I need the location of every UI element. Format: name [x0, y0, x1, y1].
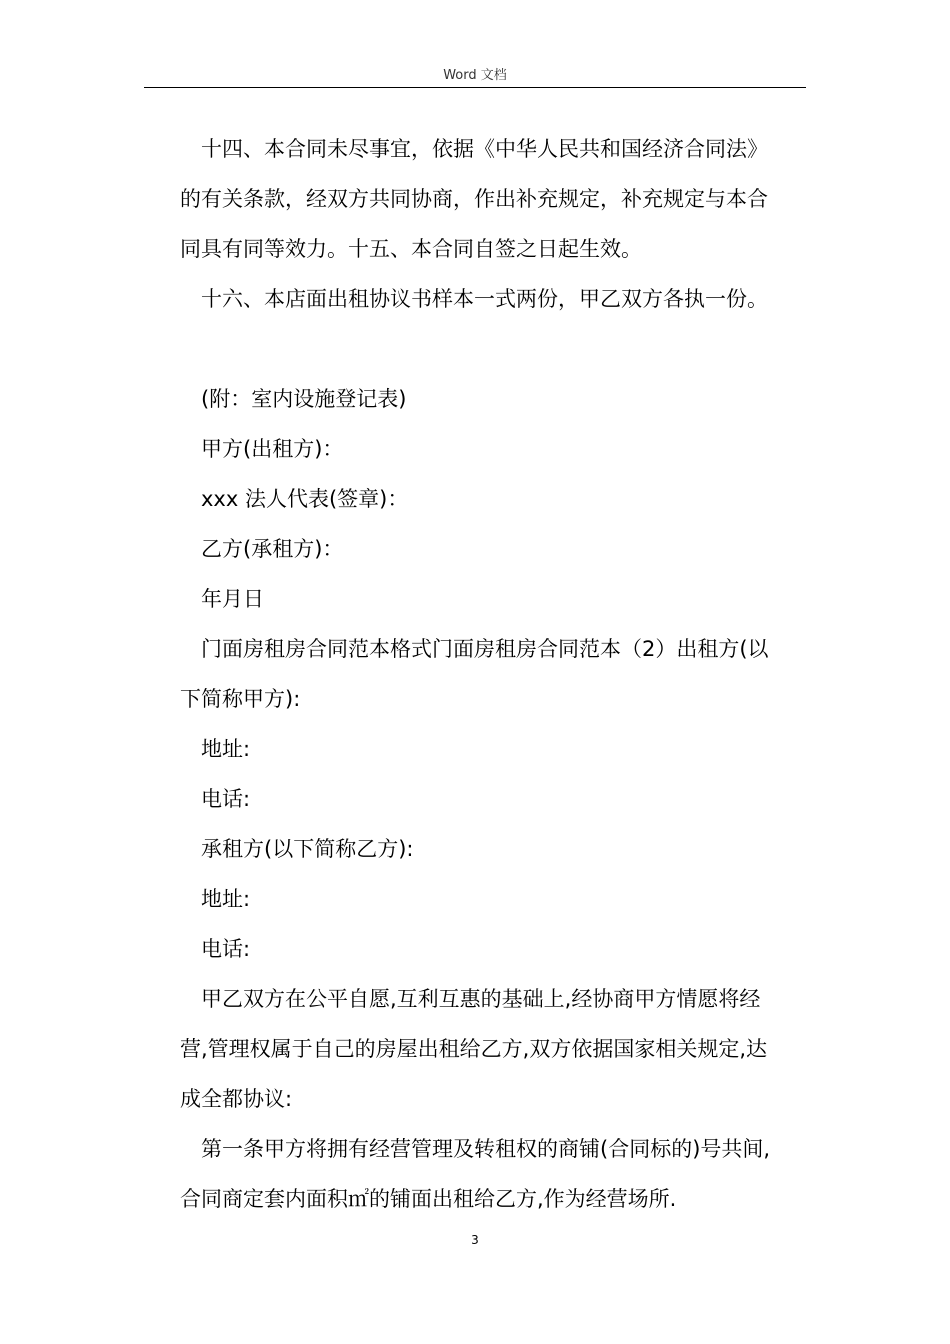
paragraph-line: 地址:: [201, 737, 251, 761]
paragraph-lessee-label: [180, 824, 810, 874]
paragraph-line: 合同商定套内面积㎡的铺面出租给乙方,作为经营场所.: [180, 1187, 677, 1211]
paragraph-party-a-label: [180, 424, 810, 474]
paragraph-line: 电话:: [201, 787, 251, 811]
paragraph-line: 十六、本店面出租协议书样本一式两份，甲乙双方各执一份。: [201, 287, 768, 311]
paragraph-date: [180, 574, 810, 624]
paragraph-lessee-phone: [180, 924, 810, 974]
paragraph-line: 下简称甲方):: [180, 687, 301, 711]
paragraph-line: 承租方(以下简称乙方):: [201, 837, 414, 861]
paragraph-line: 电话:: [201, 937, 251, 961]
paragraph-article-1: [180, 1124, 810, 1224]
paragraph-line: 年月日: [201, 587, 264, 611]
blank-line: [180, 324, 810, 374]
paragraph-agreement-preamble: [180, 974, 810, 1124]
paragraph-line: 同具有同等效力。十五、本合同自签之日起生效。: [180, 237, 642, 261]
paragraph-line: 甲方(出租方)：: [201, 437, 344, 461]
paragraph-lessee-address: [180, 874, 810, 924]
paragraph-attachment-note: [180, 374, 810, 424]
document-header-title: Word 文档: [443, 68, 507, 83]
paragraph-line: (附：室内设施登记表): [201, 387, 407, 411]
paragraph-contract-title-lessor: [180, 624, 810, 724]
page-number: 3: [471, 1233, 479, 1247]
paragraph-line: xxx 法人代表(签章)：: [201, 487, 409, 511]
paragraph-line: 十四、本合同未尽事宜，依据《中华人民共和国经济合同法》: [201, 137, 768, 161]
paragraph-party-b-label: [180, 524, 810, 574]
paragraph-legal-representative: [180, 474, 810, 524]
document-body: [180, 124, 810, 1224]
paragraph-lessor-phone: [180, 774, 810, 824]
paragraph-line: 乙方(承租方)：: [201, 537, 344, 561]
header-divider: [144, 87, 806, 88]
paragraph-line: 甲乙双方在公平自愿,互利互惠的基础上,经协商甲方情愿将经: [201, 987, 761, 1011]
paragraph-line: 地址:: [201, 887, 251, 911]
paragraph-line: 成全都协议:: [180, 1087, 293, 1111]
paragraph-clause-14: [180, 124, 810, 274]
paragraph-line: 门面房租房合同范本格式门面房租房合同范本（2）出租方(以: [201, 637, 769, 661]
paragraph-clause-16: [180, 274, 810, 324]
paragraph-line: 第一条甲方将拥有经营管理及转租权的商铺(合同标的)号共间,: [201, 1137, 771, 1161]
paragraph-line: 营,管理权属于自己的房屋出租给乙方,双方依据国家相关规定,达: [180, 1037, 768, 1061]
paragraph-lessor-address: [180, 724, 810, 774]
paragraph-line: 的有关条款，经双方共同协商，作出补充规定，补充规定与本合: [180, 187, 768, 211]
